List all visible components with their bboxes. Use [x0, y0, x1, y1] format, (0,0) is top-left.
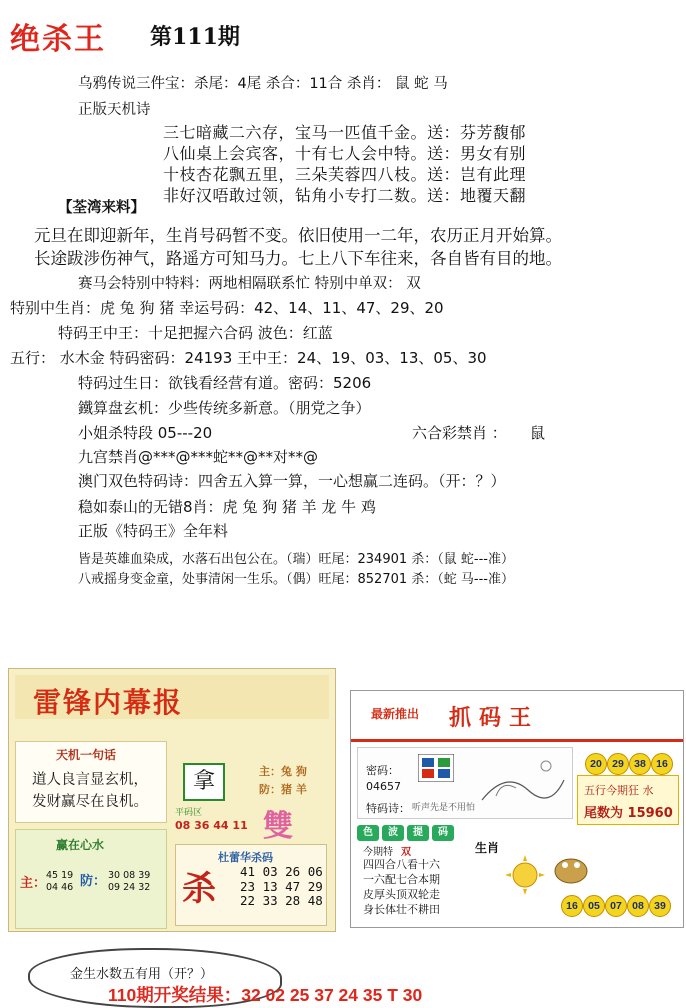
heart-box: [15, 829, 167, 929]
horse-club-line: 赛马会特别中特料：两地相隔联系忙 特别中单双： 双: [78, 276, 421, 292]
heart-main-nums-2: 04 46: [46, 882, 74, 893]
toad-icon: [551, 851, 591, 887]
paragraph-line-2: 长途跋涉伤神气，路遥方可知马力。七上八下车往来，各自皆有目的地。: [34, 249, 562, 268]
poster-header: [351, 691, 683, 742]
ball-bottom-2: 05: [583, 895, 605, 917]
poem-heading: 正版天机诗: [78, 102, 151, 118]
ball-top-1: 20: [585, 753, 607, 775]
page-title: 绝杀王: [10, 22, 106, 57]
ball-bottom-5: 39: [649, 895, 671, 917]
sun-icon: [503, 853, 547, 897]
lhc-ban-value: 鼠: [530, 424, 546, 442]
new-release-label: 最新推出: [371, 707, 420, 721]
full-year-line: 正版《特码王》全年料: [78, 522, 229, 540]
heart-guard-label: 防：: [80, 874, 107, 889]
macau-line: 澳门双色特码诗：四舍五入算一算，一心想赢二连码。（开：？）: [78, 472, 506, 490]
period-value: 双: [401, 847, 411, 858]
kill-code-row: 41 03 26 06: [240, 864, 323, 879]
chip: 提: [407, 825, 429, 841]
chip: 波: [382, 825, 404, 841]
paragraph-line-1: 元旦在即迎新年，生肖号码暂不变。依旧使用一二年，农历正月开始算。: [34, 226, 562, 245]
abacus-line: 鐵算盘玄机：少些传统多新意。（朋党之争）: [78, 399, 371, 417]
hint-char: 拿: [183, 763, 225, 801]
poster-title: 雷锋内幕报: [33, 686, 184, 719]
main-pick: 主：兔 狗: [259, 765, 307, 778]
tm-poem-label: 特码诗：: [366, 802, 410, 815]
zodiac-poem-line: 皮厚头顶双轮走: [363, 888, 440, 901]
kill-code-title: 杜蕾华杀码: [218, 851, 273, 864]
double-char: 雙: [263, 809, 293, 844]
saying-line-2: 发财赢尽在良机。: [32, 794, 148, 810]
zodiac-poem-line: 身长体壮不耕田: [363, 903, 440, 916]
ink-painting-icon: [476, 750, 568, 816]
period-label: 今期特: [363, 847, 393, 858]
result-line-1: 皆是英雄血染成，水落石出包公在。（瑞）旺尾：234901 杀：（鼠 蛇---准）: [78, 552, 514, 567]
ball-bottom-1: 16: [561, 895, 583, 917]
ball-top-4: 16: [651, 753, 673, 775]
special-zodiac-line: 特别中生肖：虎 兔 狗 猪 幸运号码：42、14、11、47、29、20: [10, 299, 444, 317]
draw-result: 110期开奖结果：32 02 25 37 24 35 T 30: [108, 985, 423, 1005]
kill-code-box: [175, 844, 327, 926]
shengxiao-label: 生肖: [475, 841, 500, 855]
flat-code-numbers: 08 36 44 11: [175, 819, 248, 832]
password-value: 04657: [366, 780, 401, 793]
heart-main-nums-1: 45 19: [46, 870, 74, 881]
kill-code-row: 22 33 28 48: [240, 893, 323, 908]
miss-kill-line: 小姐杀特段 05---20: [78, 424, 213, 442]
poster-title: 抓码王: [449, 705, 540, 731]
taishan-line: 稳如泰山的无错8肖：虎 兔 狗 猪 羊 龙 牛 鸡: [78, 498, 376, 516]
heart-guard-nums-1: 30 08 39: [108, 870, 151, 881]
ball-bottom-3: 07: [605, 895, 627, 917]
saying-line-1: 道人良言显玄机，: [32, 772, 148, 788]
poem-line-3: 十枝杏花飘五里，三朵芙蓉四八枝。送：岂有此理: [163, 165, 527, 184]
tm-poem-value: 听声先是不用怕: [412, 803, 476, 813]
chip: 色: [357, 825, 379, 841]
kill-char: 杀: [182, 869, 216, 909]
zodiac-poem-line: 一六配七合本期: [363, 873, 440, 886]
saying-box: [15, 741, 167, 823]
flat-code-label: 平码区: [175, 808, 203, 818]
tail-box: [577, 775, 679, 825]
heart-main-label: 主：: [20, 876, 47, 891]
chip: 码: [432, 825, 454, 841]
tail-value: 尾数为 15960: [584, 806, 673, 821]
five-elements-line: 五行： 水木金 特码密码：24193 王中王：24、19、03、13、05、30: [10, 349, 487, 367]
tail-label: 五行今期狂 水: [584, 784, 654, 797]
source-label: 【荃湾来料】: [58, 200, 145, 216]
lhc-ban-label: 六合彩禁肖 ：: [412, 424, 507, 442]
chip-row: [357, 825, 457, 841]
result-line-2: 八戒摇身变金童，处事清闲一生乐。（偶）旺尾：852701 杀：（蛇 马---准）: [78, 572, 514, 587]
heart-title: 赢在心水: [56, 838, 105, 852]
heart-guard-nums-2: 09 24 32: [108, 882, 151, 893]
pick-box: [171, 741, 327, 844]
birthday-line: 特码过生日：欲钱看经营有道。密码：5206: [78, 374, 372, 392]
password-box: [357, 747, 573, 819]
zodiac-poem: [363, 857, 440, 917]
password-label: 密码：: [366, 764, 399, 777]
poem-line-4: 非好汉唔敢过领，钻角小专打二数。送：地覆天翻: [163, 186, 527, 205]
poster-header: [15, 675, 329, 719]
logo-icon: [418, 754, 454, 782]
nine-palace-line: 九宫禁肖@***@***蛇**@**对**@: [78, 448, 319, 466]
zhuamawang-poster: [350, 690, 684, 928]
crow-legend-line: 乌鸦传说三件宝：杀尾：4尾 杀合：11合 杀肖： 鼠 蛇 马: [78, 76, 448, 92]
poem-line-2: 八仙桌上会宾客，十有七人会中特。送：男女有别: [163, 144, 527, 163]
kill-code-grid: [240, 865, 323, 909]
poem-line-1: 三七暗藏二六存，宝马一匹值千金。送：芬芳馥郁: [163, 123, 527, 142]
guard-pick: 防：猪 羊: [259, 783, 307, 796]
leifeng-poster: [8, 668, 336, 932]
zodiac-box: [357, 825, 571, 919]
cloud-text: 金生水数五有用（开？）: [70, 967, 214, 982]
kill-code-row: 23 13 47 29: [240, 878, 323, 894]
ball-bottom-4: 08: [627, 895, 649, 917]
ball-top-3: 38: [629, 753, 651, 775]
saying-title: 天机一句话: [56, 748, 117, 762]
king-line: 特码王中王：十足把握六合码 波色：红蓝: [58, 324, 333, 342]
ball-top-2: 29: [607, 753, 629, 775]
issue-number: 第111期: [150, 24, 240, 50]
zodiac-poem-line: 四四合八看十六: [363, 858, 440, 871]
